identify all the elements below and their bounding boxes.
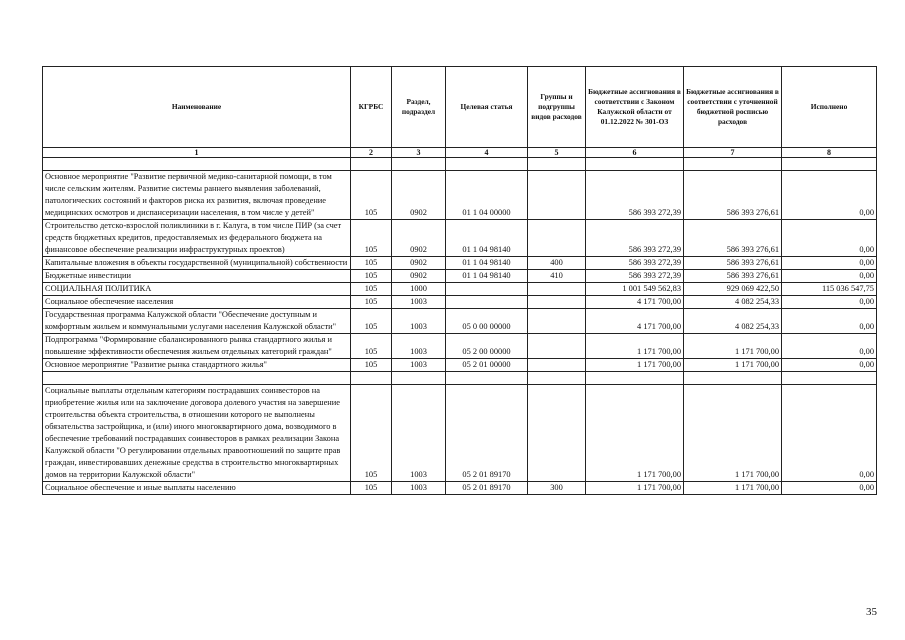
column-number: 8 [782,148,877,158]
row-section: 1003 [392,296,446,309]
table-row [43,296,877,309]
column-number: 4 [446,148,528,158]
row-target: 05 2 01 00000 [446,359,528,372]
row-section: 0902 [392,270,446,283]
row-kgrbs: 105 [351,220,392,257]
row-refined: 1 171 700,00 [684,334,782,359]
row-target: 05 2 01 89170 [446,385,528,482]
row-target: 01 1 04 00000 [446,171,528,220]
row-kgrbs: 105 [351,171,392,220]
budget-table [42,66,877,495]
row-executed: 0,00 [782,309,877,334]
row-refined: 1 171 700,00 [684,359,782,372]
row-kgrbs: 105 [351,334,392,359]
row-name: Капитальные вложения в объекты государственной (муниципальной) собственности [43,257,351,270]
header-executed: Исполнено [782,67,877,148]
row-executed: 0,00 [782,270,877,283]
row-refined: 586 393 276,61 [684,270,782,283]
header-groups: Группы и подгруппы видов расходов [528,67,586,148]
table-row [43,482,877,495]
row-refined: 4 082 254,33 [684,309,782,334]
column-number: 6 [586,148,684,158]
row-section: 0902 [392,257,446,270]
header-section: Раздел, подраздел [392,67,446,148]
row-law: 1 001 549 562,83 [586,283,684,296]
spacer-row [43,372,877,385]
row-executed: 115 036 547,75 [782,283,877,296]
row-law: 4 171 700,00 [586,309,684,334]
row-law: 586 393 272,39 [586,270,684,283]
row-kgrbs: 105 [351,270,392,283]
header-law: Бюджетные ассигнования в соответствии с Законом Калужской области от 01.12.2022 № 301-ОЗ [586,67,684,148]
row-target [446,296,528,309]
column-number: 3 [392,148,446,158]
row-refined: 929 069 422,50 [684,283,782,296]
row-section: 1003 [392,385,446,482]
row-section: 0902 [392,171,446,220]
header-name: Наименование [43,67,351,148]
row-executed: 0,00 [782,359,877,372]
row-name: Подпрограмма "Формирование сбалансированного рынка стандартного жилья и повышение эффективности обеспечения жильем отдельных категорий граждан" [43,334,351,359]
row-group [528,334,586,359]
row-law: 1 171 700,00 [586,359,684,372]
row-kgrbs: 105 [351,359,392,372]
row-executed: 0,00 [782,296,877,309]
row-group: 410 [528,270,586,283]
row-group: 400 [528,257,586,270]
table-row [43,257,877,270]
column-number-row [43,148,877,158]
row-section: 1003 [392,482,446,495]
row-law: 586 393 272,39 [586,257,684,270]
row-group [528,220,586,257]
row-target: 05 2 01 89170 [446,482,528,495]
row-refined: 586 393 276,61 [684,257,782,270]
row-kgrbs: 105 [351,309,392,334]
row-target: 05 2 00 00000 [446,334,528,359]
table-row [43,220,877,257]
table-row [43,385,877,482]
row-name: Бюджетные инвестиции [43,270,351,283]
header-kgrbs: КГРБС [351,67,392,148]
row-law: 586 393 272,39 [586,171,684,220]
row-group [528,359,586,372]
row-target: 01 1 04 98140 [446,220,528,257]
header-refined: Бюджетные ассигнования в соответствии с уточненной бюджетной росписью расходов [684,67,782,148]
row-executed: 0,00 [782,220,877,257]
row-executed: 0,00 [782,334,877,359]
table-row [43,270,877,283]
row-section: 1003 [392,334,446,359]
row-kgrbs: 105 [351,296,392,309]
row-name: Основное мероприятие "Развитие рынка стандартного жилья" [43,359,351,372]
page-number: 35 [866,606,877,618]
row-kgrbs: 105 [351,482,392,495]
row-target: 01 1 04 98140 [446,257,528,270]
row-group [528,309,586,334]
table-row [43,171,877,220]
row-executed: 0,00 [782,171,877,220]
row-executed: 0,00 [782,257,877,270]
row-name: Строительство детско-взрослой поликлиники в г. Калуга, в том числе ПИР (за счет средств бюджетных кредитов, предоставляемых из федерального бюджета на финансовое обеспечение реализации инфраструктурных проектов) [43,220,351,257]
row-kgrbs: 105 [351,257,392,270]
row-name: Социальные выплаты отдельным категориям пострадавших соинвесторов на приобретение жилья или на заключение договора долевого участия на завершение строительства объекта строительства, в отношении которого не выполнены обязательства застройщика, и (или) иного многоквартирного дома, возводимого в обеспечение требований пострадавших соинвесторов в рамках реализации Закона Калужской области "О регулировании отдельных правоотношений по защите прав граждан, инвестировавших денежные средства в строительство многоквартирных домов на территории Калужской области" [43,385,351,482]
row-name: Социальное обеспечение населения [43,296,351,309]
row-name: Основное мероприятие "Развитие первичной медико-санитарной помощи, в том числе сельским жителям. Развитие системы раннего выявления заболеваний, патологических состояний и факторов риска их развития, включая проведение медицинских осмотров и диспансеризации населения, в том числе у детей" [43,171,351,220]
row-kgrbs: 105 [351,283,392,296]
row-executed: 0,00 [782,482,877,495]
header-row [43,67,877,148]
row-group [528,385,586,482]
row-section: 1000 [392,283,446,296]
spacer-row [43,158,877,171]
row-refined: 4 082 254,33 [684,296,782,309]
row-target: 01 1 04 98140 [446,270,528,283]
row-refined: 1 171 700,00 [684,385,782,482]
row-refined: 1 171 700,00 [684,482,782,495]
table-row [43,334,877,359]
column-number: 7 [684,148,782,158]
row-name: СОЦИАЛЬНАЯ ПОЛИТИКА [43,283,351,296]
row-executed: 0,00 [782,385,877,482]
row-name: Государственная программа Калужской области "Обеспечение доступным и комфортным жильем и коммунальными услугами населения Калужской области" [43,309,351,334]
row-law: 1 171 700,00 [586,482,684,495]
row-group [528,283,586,296]
row-section: 0902 [392,220,446,257]
row-kgrbs: 105 [351,385,392,482]
column-number: 5 [528,148,586,158]
row-section: 1003 [392,309,446,334]
header-target: Целевая статья [446,67,528,148]
column-number: 2 [351,148,392,158]
row-group [528,296,586,309]
row-name: Социальное обеспечение и иные выплаты населению [43,482,351,495]
row-target: 05 0 00 00000 [446,309,528,334]
table-row [43,359,877,372]
column-number: 1 [43,148,351,158]
row-law: 4 171 700,00 [586,296,684,309]
table-row [43,309,877,334]
row-refined: 586 393 276,61 [684,171,782,220]
row-law: 1 171 700,00 [586,385,684,482]
row-group [528,171,586,220]
row-law: 1 171 700,00 [586,334,684,359]
row-law: 586 393 272,39 [586,220,684,257]
row-group: 300 [528,482,586,495]
row-refined: 586 393 276,61 [684,220,782,257]
row-target [446,283,528,296]
row-section: 1003 [392,359,446,372]
table-row [43,283,877,296]
